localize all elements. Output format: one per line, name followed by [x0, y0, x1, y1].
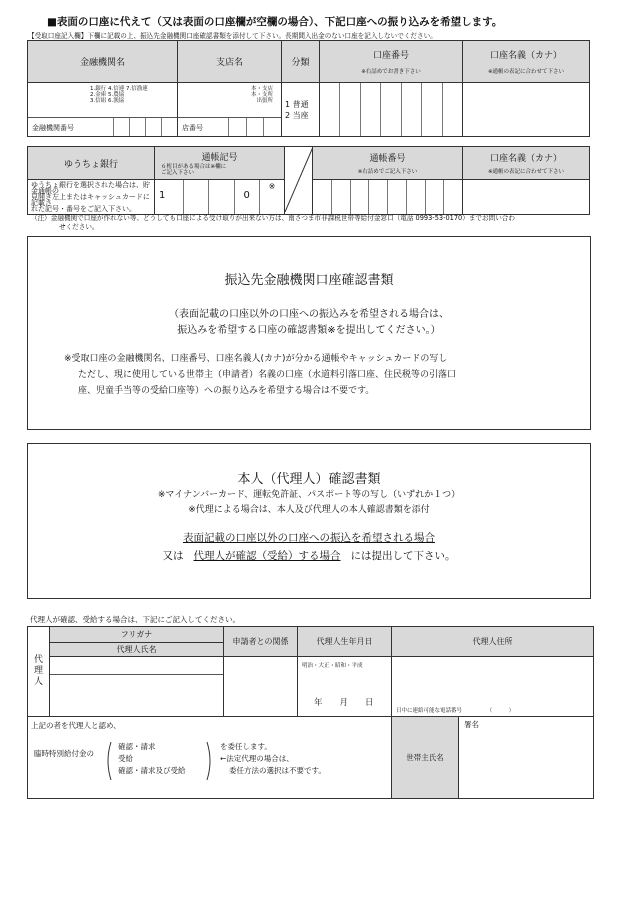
date-units: 年 月 日 [314, 698, 374, 708]
branch-code-label: 店番号 [182, 124, 203, 132]
birthdate-label: 代理人生年月日 [298, 627, 392, 657]
account-number-boxes[interactable] [320, 83, 463, 137]
institution-cell[interactable]: 1.銀行 4.信連 7.信漁連 2.金庫 5.農協 3.信組 6.漁協 金融機関番号 [28, 83, 178, 137]
page-heading: ■表面の口座に代えて（又は表面の口座欄が空欄の場合）、下記口座への振り込みを希望します。 [47, 16, 503, 28]
proxy-table [27, 626, 594, 799]
address-input[interactable] [392, 657, 594, 717]
passbook-number-boxes[interactable] [313, 180, 463, 215]
right-paren [206, 741, 214, 781]
left-paren [104, 741, 112, 781]
col-account-number: 口座番号 ※右詰めでお書き下さい [320, 41, 463, 83]
proxy-name-input[interactable] [50, 657, 224, 717]
proxy-intro: 代理人が確認、受給する場合は、下記にご記入してください。 [30, 615, 240, 624]
yucho-table [27, 146, 590, 215]
phone-label: 日中に連絡可能な電話番号 （ ） [396, 708, 515, 714]
col-passbook-number: 通帳番号 ※右詰めでご記入下さい [313, 147, 463, 180]
bank-confirmation-line4: ただし、現に使用している世帯主（申請者）名義の口座（水道料引落口座、住民税等の引落口 [78, 370, 457, 380]
identity-confirmation-line4: 又は 代理人が確認（受給）する場合 には提出して下さい。 [162, 550, 456, 562]
passbook-symbol-boxes[interactable] [155, 180, 285, 215]
col-account-holder: 口座名義（カナ） ※通帳の表記に合わせて下さい [463, 41, 590, 83]
institution-code-boxes[interactable] [113, 118, 177, 136]
diagonal-slash [285, 147, 313, 212]
col-type: 分類 [282, 41, 320, 83]
furigana-label: フリガナ [50, 627, 224, 643]
relation-input[interactable] [224, 657, 298, 717]
option-receive[interactable]: 受給 [118, 754, 133, 763]
account-entry-note: 【受取口座記入欄】下欄に記載の上、振込先金融機関口座確認書類を添付して下さい。長期間入出金のない口座を記入しないでください。 [28, 32, 437, 40]
proxy-name-label: 代理人氏名 [50, 643, 224, 657]
delegation-text: を委任します。 ←法定代理の場合は、 委任方法の選択は不要です。 [220, 742, 326, 775]
col-yucho-holder: 口座名義（カナ） ※通帳の表記に合わせて下さい [463, 147, 590, 180]
identity-confirmation-line2: ※代理による場合は、本人及び代理人の本人確認書類を添付 [188, 505, 430, 515]
symbol-asterisk: ※ [259, 180, 284, 214]
col-passbook-symbol: 通帳記号 ６桁目がある場合は※欄に ご記入下さい [155, 147, 285, 180]
bank-confirmation-line2: 振込みを希望する口座の確認書類※を提出してください。） [177, 325, 441, 336]
signature-label: 署名 [464, 720, 479, 729]
bank-confirmation-line5: 座、児童手当等の受給口座等）への振り込みを希望する場合は不要です。 [78, 386, 375, 396]
authorization-cell [28, 717, 392, 799]
yucho-description: ゆうちょ銀行を選択された場合は、貯金通帳の 見開き左上またはキャッシュカードに記載さ れた記号・番号をご記入下さい。 [28, 180, 155, 215]
account-holder-input[interactable] [463, 83, 590, 137]
householder-label: 世帯主氏名 [406, 753, 444, 762]
symbol-last-digit: 0 [234, 180, 259, 214]
relation-label: 申請者との関係 [224, 627, 298, 657]
bank-confirmation-box [27, 236, 591, 430]
proxy-side-label: 代理人 [28, 627, 50, 717]
bank-confirmation-line1: （表面記載の口座以外の口座への振込みを希望される場合は、 [169, 309, 449, 320]
symbol-first-digit: 1 [159, 190, 166, 201]
bank-account-table [27, 40, 590, 137]
benefit-label: 臨時特別給付金の [34, 749, 94, 758]
authorization-intro: 上記の者を代理人と認め、 [31, 721, 121, 730]
branch-code-boxes[interactable] [228, 118, 281, 136]
col-yucho-bank: ゆうちょ銀行 [28, 147, 155, 180]
col-branch: 支店名 [178, 41, 282, 83]
contact-note: （注）金融機関で口座が作れない等、どうしても口座による受け取りが出来ない方は、南さつま市非課税世帯等給付金窓口（電話 0993-53-0170）までお問い合わ せください。 [31, 214, 515, 231]
option-confirm-claim-receive[interactable]: 確認・請求及び受給 [118, 766, 186, 775]
branch-cell[interactable]: 本・支店 本・支所 出張所 店番号 [178, 83, 282, 137]
householder-cell [392, 717, 594, 799]
era-options[interactable]: 明治・大正・昭和・平成 [302, 663, 363, 669]
identity-confirmation-box [27, 443, 591, 599]
yucho-holder-input[interactable] [463, 180, 590, 215]
address-label: 代理人住所 [392, 627, 594, 657]
account-type-cell[interactable] [282, 83, 320, 137]
signature-input[interactable] [459, 729, 593, 798]
col-institution: 金融機関名 [28, 41, 178, 83]
identity-confirmation-line3: 表面記載の口座以外の口座への振込を希望される場合 [183, 532, 435, 544]
slash-cell [285, 147, 313, 215]
identity-confirmation-line1: ※マイナンバーカード、運転免許証、パスポート等の写し（いずれか１つ） [157, 490, 461, 500]
delegation-options[interactable] [118, 741, 186, 777]
bank-confirmation-line3: ※受取口座の金融機関名、口座番号、口座名義人(カナ)が分かる通帳やキャッシュカードの写し [64, 354, 448, 364]
type-option-current[interactable]: 2 当座 [285, 110, 309, 120]
birthdate-input[interactable] [298, 657, 392, 717]
type-option-ordinary[interactable]: 1 普通 [285, 99, 309, 109]
option-confirm-claim[interactable]: 確認・請求 [118, 742, 156, 751]
bank-confirmation-title: 振込先金融機関口座確認書類 [224, 273, 394, 288]
institution-code-label: 金融機関番号 [32, 124, 74, 132]
identity-confirmation-title: 本人（代理人）確認書類 [237, 472, 381, 487]
